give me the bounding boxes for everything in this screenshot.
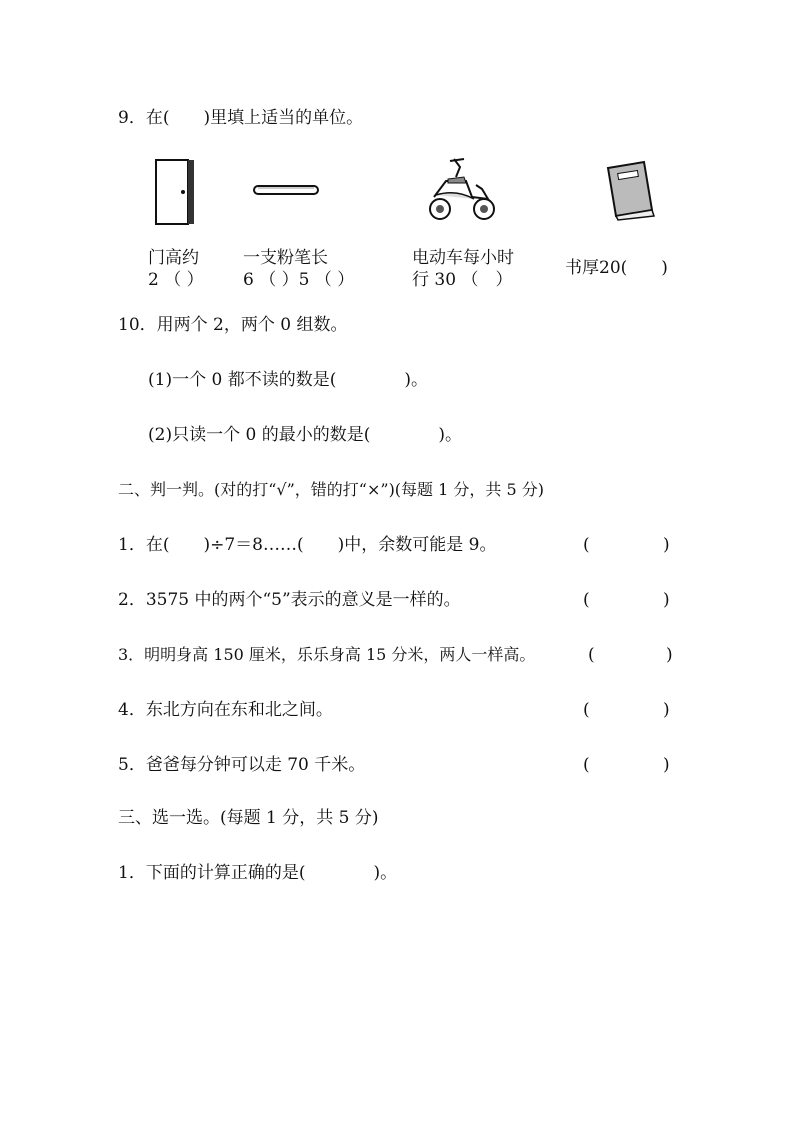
judge-answer-open-3[interactable]: ( xyxy=(588,645,595,665)
choice-item-1: 1．下面的计算正确的是( )。 xyxy=(118,863,398,883)
door-icon xyxy=(150,158,200,228)
chalk-icon xyxy=(252,182,322,198)
scooter-label-line2: 行 30 （ ） xyxy=(412,270,513,290)
section3-heading: 三、选一选。(每题 1 分，共 5 分) xyxy=(118,808,379,828)
judge-answer-close-4: ) xyxy=(663,700,670,720)
q10-sub1: (1)一个 0 都不读的数是( )。 xyxy=(148,370,428,390)
judge-item-4: 4．东北方向在东和北之间。 xyxy=(118,700,333,720)
judge-item-1: 1．在( )÷7＝8……( )中，余数可能是 9。 xyxy=(118,535,497,555)
judge-item-2: 2．3575 中的两个“5”表示的意义是一样的。 xyxy=(118,590,461,610)
judge-answer-close-3: ) xyxy=(666,645,673,665)
door-label-line1: 门高约 xyxy=(148,248,199,268)
chalk-label-line2: 6 （ ）5 （ ） xyxy=(243,270,355,290)
scooter-label-line1: 电动车每小时 xyxy=(412,248,514,268)
q10-sub2: (2)只读一个 0 的最小的数是( )。 xyxy=(148,425,462,445)
section2-heading: 二、判一判。(对的打“√”，错的打“×”)(每题 1 分，共 5 分) xyxy=(118,480,544,499)
judge-answer-close-1: ) xyxy=(663,535,670,555)
judge-item-5: 5．爸爸每分钟可以走 70 千米。 xyxy=(118,755,366,775)
judge-answer-open-5[interactable]: ( xyxy=(583,755,590,775)
book-icon xyxy=(600,160,660,222)
book-label: 书厚20( ) xyxy=(565,258,668,278)
door-label-line2: 2 （ ） xyxy=(148,270,204,290)
judge-item-3: 3．明明身高 150 厘米，乐乐身高 15 分米，两人一样高。 xyxy=(118,645,536,664)
judge-answer-open-4[interactable]: ( xyxy=(583,700,590,720)
scooter-icon xyxy=(426,155,498,223)
q9-title: 9．在( )里填上适当的单位。 xyxy=(118,108,364,128)
chalk-label-line1: 一支粉笔长 xyxy=(243,248,328,268)
judge-answer-open-2[interactable]: ( xyxy=(583,590,590,610)
judge-answer-close-2: ) xyxy=(663,590,670,610)
judge-answer-open-1[interactable]: ( xyxy=(583,535,590,555)
q10-title: 10．用两个 2，两个 0 组数。 xyxy=(118,315,348,335)
judge-answer-close-5: ) xyxy=(663,755,670,775)
